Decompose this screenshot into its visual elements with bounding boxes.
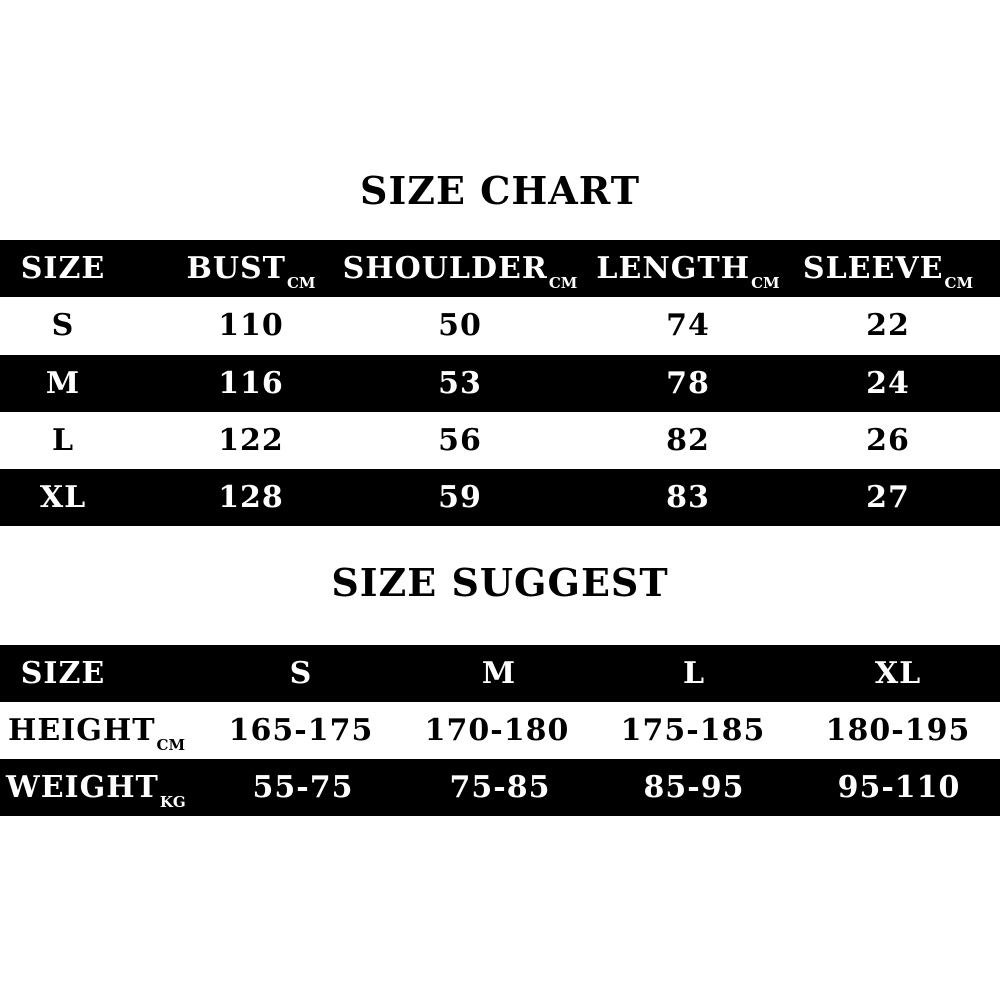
- size-chart-header-row: [0, 240, 1000, 297]
- unit-label: CM: [548, 274, 578, 292]
- cell-size: S: [51, 308, 75, 343]
- unit-label: CM: [751, 274, 780, 292]
- cell-weight-s: 55-75: [252, 770, 354, 805]
- cell-length: 78: [666, 366, 710, 401]
- size-chart-title: SIZE CHART: [360, 168, 640, 213]
- table-row: [0, 412, 1000, 469]
- cell-height-s: 165-175: [228, 713, 374, 748]
- cell-height-m: 170-180: [424, 713, 570, 748]
- cell-length: 83: [666, 480, 710, 515]
- cell-length: 82: [666, 423, 710, 458]
- cell-shoulder: 59: [438, 480, 482, 515]
- header-s: S: [289, 656, 313, 691]
- cell-sleeve: 24: [866, 366, 910, 401]
- cell-shoulder: 53: [438, 366, 482, 401]
- header-bust: $BUST_{CM}$: [186, 251, 316, 292]
- cell-height-xl: 180-195: [825, 713, 971, 748]
- cell-weight-l: 85-95: [643, 770, 745, 805]
- table-row: [0, 297, 1000, 354]
- header-length: $LENGTH_{CM}$: [596, 251, 780, 292]
- header-size: SIZE: [20, 251, 106, 286]
- cell-bust: 110: [218, 308, 284, 343]
- cell-size: M: [45, 366, 81, 401]
- cell-bust: 116: [218, 366, 284, 401]
- row-label-weight: $WEIGHT_{KG}$: [6, 770, 186, 811]
- cell-length: 74: [666, 308, 710, 343]
- cell-weight-xl: 95-110: [837, 770, 961, 805]
- unit-label: CM: [944, 274, 974, 292]
- cell-height-l: 175-185: [620, 713, 766, 748]
- cell-size: XL: [39, 480, 87, 515]
- cell-sleeve: 26: [866, 423, 910, 458]
- table-row: [0, 469, 1000, 526]
- cell-shoulder: 56: [438, 423, 482, 458]
- header-m: M: [481, 656, 517, 691]
- table-row: [0, 702, 1000, 759]
- row-label-height: $HEIGHT_{CM}$: [8, 713, 186, 754]
- cell-weight-m: 75-85: [449, 770, 551, 805]
- cell-bust: 128: [218, 480, 284, 515]
- cell-sleeve: 22: [866, 308, 910, 343]
- cell-shoulder: 50: [438, 308, 482, 343]
- cell-size: L: [51, 423, 75, 458]
- header-l: L: [682, 656, 706, 691]
- table-row: [0, 355, 1000, 412]
- table-row: [0, 759, 1000, 816]
- unit-label: CM: [156, 736, 186, 754]
- size-suggest-title: SIZE SUGGEST: [331, 560, 669, 605]
- header-xl: XL: [874, 656, 922, 691]
- cell-bust: 122: [218, 423, 284, 458]
- size-suggest-header-row: [0, 645, 1000, 702]
- unit-label: KG: [159, 793, 186, 811]
- header-sleeve: $SLEEVE_{CM}$: [802, 251, 974, 292]
- unit-label: CM: [286, 274, 316, 292]
- header-size: SIZE: [20, 656, 106, 691]
- header-shoulder: $SHOULDER_{CM}$: [342, 251, 578, 292]
- cell-sleeve: 27: [866, 480, 910, 515]
